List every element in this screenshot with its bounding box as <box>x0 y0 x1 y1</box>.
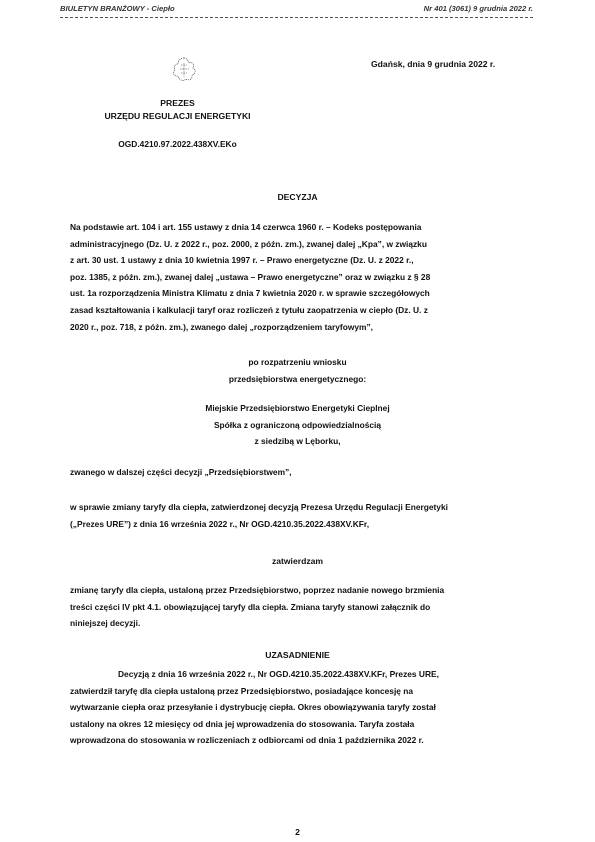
justification-line: wytwarzanie ciepła oraz przesyłanie i dystrybucję ciepła. Okres obowiązywania taryfy został <box>70 702 436 713</box>
justification-line: wprowadzona do stosowania w rozliczeniach z odbiorcami od dnia 1 października 2022 r. <box>70 735 424 746</box>
after-review-line: po rozpatrzeniu wniosku <box>248 357 347 367</box>
header-divider <box>60 17 533 18</box>
header-bulletin-title: BIULETYN BRANŻOWY - Ciepło <box>60 4 175 13</box>
place-and-date: Gdańsk, dnia 9 grudnia 2022 r. <box>371 59 496 69</box>
authority-office: URZĘDU REGULACJI ENERGETYKI <box>104 111 251 121</box>
ruling-line: niniejszej decyzji. <box>70 618 141 629</box>
page-number: 2 <box>295 827 300 837</box>
legal-basis-line: ust. 1a rozporządzenia Ministra Klimatu z dnia 7 kwietnia 2020 r. w sprawie szczegółowych <box>70 288 430 299</box>
matter-line: („Prezes URE”) z dnia 16 września 2022 r., Nr OGD.4210.35.2022.438XV.KFr, <box>70 518 370 529</box>
matter-line: w sprawie zmiany taryfy dla ciepła, zatwierdzonej decyzją Prezesa Urzędu Regulacji Energetyki <box>70 502 448 512</box>
company-block <box>60 400 535 450</box>
ruling-line: treści części IV pkt 4.1. obowiązującej taryfy dla ciepła. Zmiana taryfy stanowi załącznik do <box>70 601 431 612</box>
legal-basis-line: 2020 r., poz. 718, z późn. zm.), zwanego dalej „rozporządzeniem taryfowym”, <box>70 321 373 332</box>
justification-line: zatwierdził taryfę dla ciepła ustaloną przez Przedsiębiorstwo, posiadające koncesję na <box>70 685 414 696</box>
company-seat: z siedzibą w Lęborku, <box>254 436 341 447</box>
company-name: Miejskie Przedsiębiorstwo Energetyki Cieplnej <box>205 403 390 413</box>
legal-basis-line: poz. 1385, z późn. zm.), zwanej dalej „ustawa – Prawo energetyczne” oraz w związku z § 28 <box>70 271 431 282</box>
justification-title: UZASADNIENIE <box>265 650 330 660</box>
called-clause: zwanego w dalszej części decyzji „Przedsiębiorstwem”, <box>70 467 292 477</box>
ruling-paragraph <box>70 582 526 632</box>
after-review-line: przedsiębiorstwa energetycznego: <box>228 373 367 384</box>
case-reference: OGD.4210.97.2022.438XV.EKo <box>118 139 237 149</box>
legal-basis-paragraph <box>70 219 526 335</box>
decision-title: DECYZJA <box>277 192 318 202</box>
authority-title: PREZES <box>160 98 195 108</box>
after-review-block <box>60 354 535 387</box>
company-legal-form: Spółka z ograniczoną odpowiedzialnością <box>213 419 382 430</box>
justification-line: ustalony na okres 12 miesięcy od dnia jej wprowadzenia do stosowania. Taryfa została <box>70 718 415 729</box>
legal-basis-line: zasad kształtowania i kalkulacji taryf oraz rozliczeń z tytułu zaopatrzenia w ciepło (Dz. U. z <box>70 304 428 315</box>
matter-paragraph <box>70 499 526 532</box>
emblem-icon <box>165 55 203 85</box>
running-header <box>60 4 533 16</box>
legal-basis-line: Na podstawie art. 104 i art. 155 ustawy z dnia 14 czerwca 1960 r. – Kodeks postępowania <box>70 222 422 232</box>
ruling-line: zmianę taryfy dla ciepła, ustaloną przez Przedsiębiorstwo, poprzez nadanie nowego brzmienia <box>70 585 445 595</box>
justification-line: Decyzją z dnia 16 września 2022 r., Nr OGD.4210.35.2022.438XV.KFr, Prezes URE, <box>118 669 439 679</box>
legal-basis-line: z art. 30 ust. 1 ustawy z dnia 10 kwietnia 1997 r. – Prawo energetyczne (Dz. U. z 2022 r., <box>70 255 414 266</box>
header-issue-date: Nr 401 (3061) 9 grudnia 2022 r. <box>423 4 533 13</box>
approve-heading: zatwierdzam <box>271 556 324 566</box>
legal-basis-line: administracyjnego (Dz. U. z 2022 r., poz. 2000, z późn. zm.), zwanej dalej „Kpa”, w związku <box>70 238 427 249</box>
justification-paragraph <box>70 666 526 749</box>
